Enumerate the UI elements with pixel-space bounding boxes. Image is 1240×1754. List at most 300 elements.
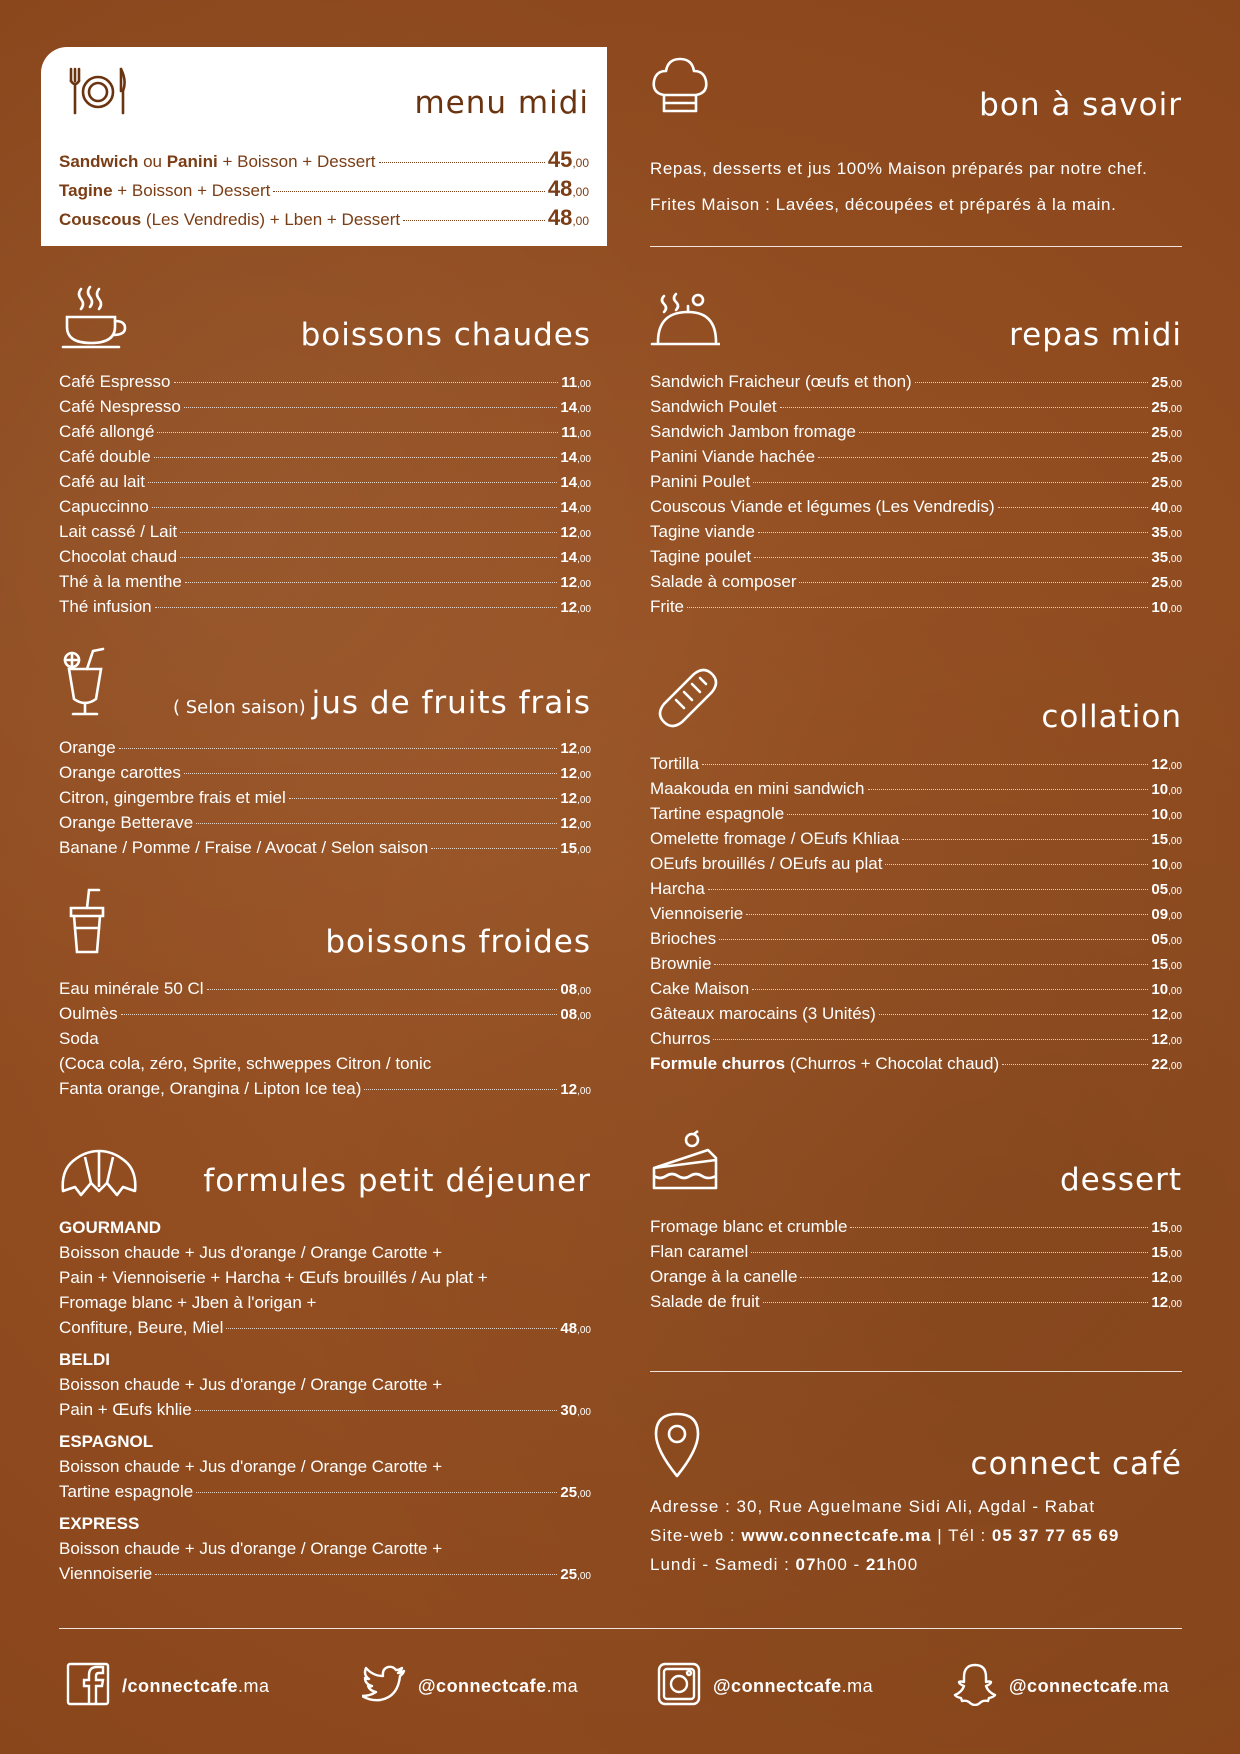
price-value: 25: [1151, 424, 1169, 441]
price-cents: ,00: [577, 429, 591, 440]
price-value: 12: [1151, 756, 1169, 773]
boissons-froides-list: [59, 976, 591, 1101]
dot-leader: [879, 1014, 1149, 1015]
dot-leader: [273, 191, 544, 192]
price-cents: ,00: [1168, 404, 1182, 415]
menu-item: [650, 419, 1182, 444]
menu-item: [650, 1239, 1182, 1264]
price-value: 05: [1151, 881, 1169, 898]
item-price: [1151, 1240, 1182, 1267]
price-value: 12: [560, 790, 578, 807]
bread-icon: [654, 666, 720, 732]
item-price: [1151, 827, 1182, 854]
price-cents: ,00: [577, 845, 591, 856]
collation-section: [650, 666, 1182, 1086]
dot-leader: [184, 773, 558, 774]
price-value: 15: [1151, 831, 1169, 848]
menu-item: [59, 1001, 591, 1026]
formule-line: Boisson chaude + Jus d'orange / Orange Carotte +: [59, 1375, 443, 1394]
dot-leader: [180, 557, 557, 558]
twitter-icon: [362, 1665, 406, 1708]
petit-dej-title: formules petit déjeuner: [203, 1163, 591, 1199]
price-value: 10: [1151, 599, 1169, 616]
item-price: [1151, 1290, 1182, 1317]
formule-line: Boisson chaude + Jus d'orange / Orange Carotte +: [59, 1457, 443, 1476]
item-name-bold: Couscous: [59, 210, 142, 229]
open-min: h00: [816, 1555, 848, 1574]
item-name: Panini Poulet: [650, 472, 751, 491]
price-cents: ,00: [577, 379, 591, 390]
dot-leader: [702, 764, 1148, 765]
plate-cutlery-icon: [65, 65, 131, 117]
price-cents: ,00: [572, 185, 589, 199]
dot-leader: [787, 814, 1148, 815]
petit-dej-list: [59, 1215, 591, 1586]
price-cents: ,00: [1168, 911, 1182, 922]
price-cents: ,00: [577, 1325, 591, 1336]
coffee-cup-icon: [59, 285, 129, 355]
dot-leader: [902, 839, 1148, 840]
item-price: [1151, 977, 1182, 1004]
menu-item: [59, 444, 591, 469]
menu-item: [650, 444, 1182, 469]
item-name: Fromage blanc et crumble: [650, 1217, 848, 1236]
dot-leader: [403, 220, 545, 221]
price-value: 08: [560, 1006, 578, 1023]
open-hour: 07: [795, 1555, 817, 1574]
item-price: [560, 1480, 591, 1507]
item-name: Maakouda en mini sandwich: [650, 779, 865, 798]
item-price: [1151, 545, 1182, 572]
price-cents: ,00: [1168, 886, 1182, 897]
item-name: Eau minérale 50 Cl: [59, 979, 204, 998]
price-cents: ,00: [1168, 1011, 1182, 1022]
menu-item: [59, 810, 591, 835]
dot-leader: [799, 582, 1148, 583]
petit-dej-section: [59, 1143, 591, 1583]
dot-leader: [850, 1227, 1148, 1228]
item-price: [1151, 927, 1182, 954]
item-name: Gâteaux marocains (3 Unités): [650, 1004, 876, 1023]
dot-leader: [148, 482, 557, 483]
price-cents: ,00: [1168, 811, 1182, 822]
instagram-handle: [713, 1676, 873, 1697]
item-name: Orange carottes: [59, 763, 181, 782]
price-value: 35: [1151, 524, 1169, 541]
price-value: 11: [561, 424, 578, 441]
site-label: Site-web :: [650, 1526, 742, 1545]
menu-item: [59, 785, 591, 810]
instagram-handle-bold: @connectcafe: [713, 1675, 842, 1696]
price-value: 12: [560, 815, 578, 832]
item-name-bold: Sandwich: [59, 152, 139, 171]
menu-item: [59, 145, 589, 174]
menu-item: [59, 1315, 591, 1340]
dot-leader: [751, 1252, 1148, 1253]
price-value: 15: [1151, 1244, 1169, 1261]
price-value: 12: [1151, 1006, 1169, 1023]
dot-leader: [431, 848, 557, 849]
item-price: [1151, 852, 1182, 879]
price-value: 25: [1151, 449, 1169, 466]
item-name: Citron, gingembre frais et miel: [59, 788, 286, 807]
price-value: 25: [1151, 474, 1169, 491]
divider: [650, 1371, 1182, 1372]
item-price: [560, 545, 591, 572]
price-value: 12: [1151, 1294, 1169, 1311]
menu-item: [59, 469, 591, 494]
item-price: [561, 420, 591, 447]
item-price: [560, 786, 591, 813]
price-cents: ,00: [577, 404, 591, 415]
dot-leader: [152, 507, 558, 508]
item-name: Brioches: [650, 929, 717, 948]
price-value: 48: [560, 1320, 578, 1337]
item-price: [1151, 1052, 1182, 1079]
item-price: [1151, 595, 1182, 622]
price-cents: ,00: [577, 529, 591, 540]
menu-item: [59, 1397, 591, 1422]
price-cents: ,00: [577, 604, 591, 615]
price-value: 25: [1151, 374, 1169, 391]
price-cents: ,00: [1168, 1036, 1182, 1047]
item-name: Chocolat chaud: [59, 547, 178, 566]
item-name: Viennoiserie: [59, 1564, 153, 1583]
price-value: 15: [1151, 956, 1169, 973]
item-name: Pain + Œufs khlie: [59, 1400, 192, 1419]
jus-list: [59, 735, 591, 860]
formule-name: EXPRESS: [59, 1514, 140, 1533]
price-cents: ,00: [1168, 604, 1182, 615]
item-name: Tortilla: [650, 754, 700, 773]
menu-item: [59, 1479, 591, 1504]
dot-leader: [746, 914, 1148, 915]
snapchat-icon: [953, 1662, 997, 1711]
item-name: Café au lait: [59, 472, 145, 491]
dot-leader: [713, 1039, 1148, 1040]
item-name-text: + Boisson + Dessert: [217, 152, 376, 171]
dot-leader: [174, 382, 559, 383]
menu-item: [650, 594, 1182, 619]
price-value: 12: [560, 765, 578, 782]
dessert-list: [650, 1214, 1182, 1314]
price-cents: ,00: [1168, 1061, 1182, 1072]
item-price: [1151, 570, 1182, 597]
formule-name: ESPAGNOL: [59, 1432, 154, 1451]
snapchat-handle-suffix: .ma: [1137, 1675, 1170, 1696]
item-name-bold: Formule churros: [650, 1054, 786, 1073]
menu-item: [650, 1051, 1182, 1076]
twitter-handle-suffix: .ma: [546, 1675, 579, 1696]
boissons-chaudes-list: [59, 369, 591, 619]
item-price: [1151, 777, 1182, 804]
price-value: 05: [1151, 931, 1169, 948]
phone-number[interactable]: 05 37 77 65 69: [991, 1526, 1120, 1545]
item-price: [560, 761, 591, 788]
bon-a-savoir-line-2: Frites Maison : Lavées, découpées et préparés à la main.: [650, 195, 1117, 214]
item-name: Fanta orange, Orangina / Lipton Ice tea): [59, 1079, 362, 1098]
dot-leader: [753, 482, 1148, 483]
jus-note: ( Selon saison): [173, 697, 306, 718]
boissons-froides-title: boissons froides: [325, 924, 591, 960]
facebook-handle-suffix: .ma: [238, 1675, 270, 1696]
cold-drink-icon: [65, 888, 111, 958]
menu-item: [650, 569, 1182, 594]
price-cents: ,00: [1168, 836, 1182, 847]
jus-title: [173, 685, 591, 721]
social-facebook[interactable]: [66, 1664, 270, 1708]
item-name: Salade de fruit: [650, 1292, 760, 1311]
menu-item: [59, 419, 591, 444]
boissons-chaudes-title: boissons chaudes: [300, 317, 591, 353]
price-value: 35: [1151, 549, 1169, 566]
twitter-handle-bold: @connectcafe: [418, 1675, 547, 1696]
item-name: Omelette fromage / OEufs Khliaa: [650, 829, 900, 848]
boissons-chaudes-section: [59, 285, 591, 620]
item-name-bold: Panini: [166, 152, 218, 171]
item-price: [1151, 752, 1182, 779]
item-price: [560, 1077, 591, 1104]
item-price: [1151, 952, 1182, 979]
dot-leader: [998, 507, 1149, 508]
dessert-title: dessert: [1059, 1162, 1182, 1198]
dot-leader: [708, 889, 1149, 890]
menu-midi-title: menu midi: [414, 85, 589, 121]
item-price: [560, 495, 591, 522]
soda-line: Soda: [59, 1029, 99, 1048]
price-value: 30: [560, 1402, 578, 1419]
item-name: Tagine viande: [650, 522, 755, 541]
dot-leader: [687, 607, 1148, 608]
item-name: Café double: [59, 447, 151, 466]
item-price: [560, 836, 591, 863]
item-price: [1151, 495, 1182, 522]
dot-leader: [754, 557, 1148, 558]
dot-leader: [885, 864, 1148, 865]
item-name: Salade à composer: [650, 572, 797, 591]
menu-item: [59, 760, 591, 785]
dot-leader: [196, 823, 557, 824]
dot-leader: [195, 1410, 558, 1411]
dot-leader: [800, 1277, 1148, 1278]
repas-midi-title: repas midi: [1009, 317, 1182, 353]
item-name: Couscous Viande et légumes (Les Vendredis): [650, 497, 995, 516]
price-value: 09: [1151, 906, 1169, 923]
connect-section: [650, 1410, 1182, 1580]
price-cents: ,00: [577, 795, 591, 806]
twitter-handle: [418, 1676, 578, 1697]
menu-item: [59, 594, 591, 619]
site-link[interactable]: www.connectcafe.ma: [741, 1526, 932, 1545]
price-cents: ,00: [577, 1011, 591, 1022]
menu-item: [59, 1076, 591, 1101]
item-name: Tartine espagnole: [650, 804, 785, 823]
menu-item: [650, 826, 1182, 851]
price-cents: ,00: [1168, 1274, 1182, 1285]
cake-slice-icon: [650, 1130, 720, 1196]
facebook-icon: [66, 1662, 110, 1711]
price-value: 25: [1151, 574, 1169, 591]
item-price: [1151, 877, 1182, 904]
collation-title: collation: [1041, 699, 1182, 735]
close-hour: 21: [865, 1555, 887, 1574]
jus-section: [59, 647, 591, 862]
item-name: Sandwich Jambon fromage: [650, 422, 857, 441]
menu-item: [650, 851, 1182, 876]
price-value: 40: [1151, 499, 1169, 516]
menu-item: [650, 1001, 1182, 1026]
repas-midi-section: [650, 290, 1182, 620]
price-value: 14: [560, 399, 578, 416]
formule-line: Boisson chaude + Jus d'orange / Orange Carotte +: [59, 1243, 443, 1262]
formule-line: Boisson chaude + Jus d'orange / Orange Carotte +: [59, 1539, 443, 1558]
item-price: [560, 1398, 591, 1425]
contact-line: [650, 1521, 1182, 1550]
price-cents: ,00: [577, 1489, 591, 1500]
menu-item: [59, 394, 591, 419]
price-cents: ,00: [1168, 936, 1182, 947]
item-name-text: ou: [138, 152, 167, 171]
price-value: 45: [547, 147, 573, 172]
item-price: [1151, 395, 1182, 422]
snapchat-handle-bold: @connectcafe: [1009, 1675, 1138, 1696]
item-name-text: (Les Vendredis) + Lben + Dessert: [141, 210, 401, 229]
facebook-handle-bold: /connectcafe: [122, 1675, 239, 1696]
price-value: 14: [560, 549, 578, 566]
social-twitter[interactable]: [362, 1664, 578, 1708]
price-cents: ,00: [1168, 479, 1182, 490]
instagram-icon: [657, 1662, 701, 1711]
item-name: Café Espresso: [59, 372, 171, 391]
price-cents: ,00: [1168, 579, 1182, 590]
dot-leader: [226, 1328, 557, 1329]
social-snapchat[interactable]: [953, 1664, 1169, 1708]
snapchat-handle: [1009, 1676, 1169, 1697]
price-value: 15: [1151, 1219, 1169, 1236]
price-value: 12: [1151, 1031, 1169, 1048]
price-value: 12: [1151, 1269, 1169, 1286]
dot-leader: [121, 1014, 558, 1015]
dot-leader: [196, 1492, 557, 1493]
price-value: 12: [560, 574, 578, 591]
close-min: h00: [886, 1555, 919, 1574]
price-cents: ,00: [1168, 961, 1182, 972]
dot-leader: [714, 964, 1148, 965]
price-cents: ,00: [572, 214, 589, 228]
dot-leader: [818, 457, 1148, 458]
item-name: Orange Betterave: [59, 813, 194, 832]
item-name: Orange: [59, 738, 116, 757]
price-cents: ,00: [577, 986, 591, 997]
formule-line: Pain + Viennoiserie + Harcha + Œufs brouillés / Au plat +: [59, 1268, 488, 1287]
price-value: 25: [1151, 399, 1169, 416]
menu-item: [59, 976, 591, 1001]
item-price: [560, 1002, 591, 1029]
menu-item: [650, 544, 1182, 569]
bon-a-savoir-line-1: Repas, desserts et jus 100% Maison préparés par notre chef.: [650, 159, 1148, 178]
menu-item: [59, 519, 591, 544]
price-cents: ,00: [577, 454, 591, 465]
bon-a-savoir-section: [650, 55, 1182, 255]
phone-label: | Tél :: [931, 1526, 992, 1545]
price-value: 25: [560, 1484, 578, 1501]
menu-item: [650, 1289, 1182, 1314]
menu-item: [650, 951, 1182, 976]
price-cents: ,00: [577, 504, 591, 515]
price-cents: ,00: [1168, 529, 1182, 540]
hours-label: Lundi - Samedi :: [650, 1555, 796, 1574]
menu-item: [650, 1214, 1182, 1239]
dot-leader: [915, 382, 1149, 383]
dot-leader: [379, 162, 545, 163]
item-price: [1151, 445, 1182, 472]
price-value: 14: [560, 474, 578, 491]
menu-item: [59, 569, 591, 594]
price-cents: ,00: [577, 554, 591, 565]
item-name: Churros: [650, 1029, 711, 1048]
item-price: [560, 811, 591, 838]
item-price: [1151, 1002, 1182, 1029]
formule-block: [59, 1511, 591, 1586]
dot-leader: [758, 532, 1148, 533]
menu-item: [59, 544, 591, 569]
dot-leader: [868, 789, 1149, 790]
item-name: OEufs brouillés / OEufs au plat: [650, 854, 883, 873]
price-value: 12: [560, 1081, 578, 1098]
dot-leader: [364, 1089, 557, 1090]
price-cents: ,00: [577, 745, 591, 756]
price-cents: ,00: [577, 820, 591, 831]
dot-leader: [185, 582, 558, 583]
dot-leader: [155, 1574, 557, 1575]
dot-leader: [157, 432, 558, 433]
soda-line: (Coca cola, zéro, Sprite, schweppes Citron / tonic: [59, 1054, 432, 1073]
item-price: [560, 570, 591, 597]
item-name: Lait cassé / Lait: [59, 522, 178, 541]
price-value: 10: [1151, 856, 1169, 873]
dot-leader: [207, 989, 558, 990]
item-name: Frite: [650, 597, 684, 616]
social-instagram[interactable]: [657, 1664, 873, 1708]
price-cents: ,00: [577, 1571, 591, 1582]
dot-leader: [184, 407, 558, 408]
price-value: 14: [560, 449, 578, 466]
dot-leader: [859, 432, 1148, 433]
menu-item: [59, 174, 589, 203]
item-price: [548, 203, 589, 236]
item-price: [1151, 1215, 1182, 1242]
item-price: [1151, 1027, 1182, 1054]
contact-info: [650, 1492, 1182, 1579]
bon-a-savoir-title: bon à savoir: [979, 87, 1182, 123]
item-name-bold: Tagine: [59, 181, 113, 200]
price-cents: ,00: [1168, 786, 1182, 797]
price-value: 14: [560, 499, 578, 516]
item-name: Thé à la menthe: [59, 572, 182, 591]
formule-name: BELDI: [59, 1350, 110, 1369]
juice-glass-icon: [63, 647, 109, 717]
item-name: Panini Viande hachée: [650, 447, 816, 466]
item-name: Banane / Pomme / Fraise / Avocat / Selon saison: [59, 838, 429, 857]
menu-item: [650, 369, 1182, 394]
item-price: [1151, 1265, 1182, 1292]
item-name: Café Nespresso: [59, 397, 181, 416]
menu-item: [650, 1026, 1182, 1051]
menu-item: [59, 203, 589, 232]
instagram-handle-suffix: .ma: [841, 1675, 874, 1696]
item-name: [59, 176, 270, 205]
menu-item: [650, 926, 1182, 951]
